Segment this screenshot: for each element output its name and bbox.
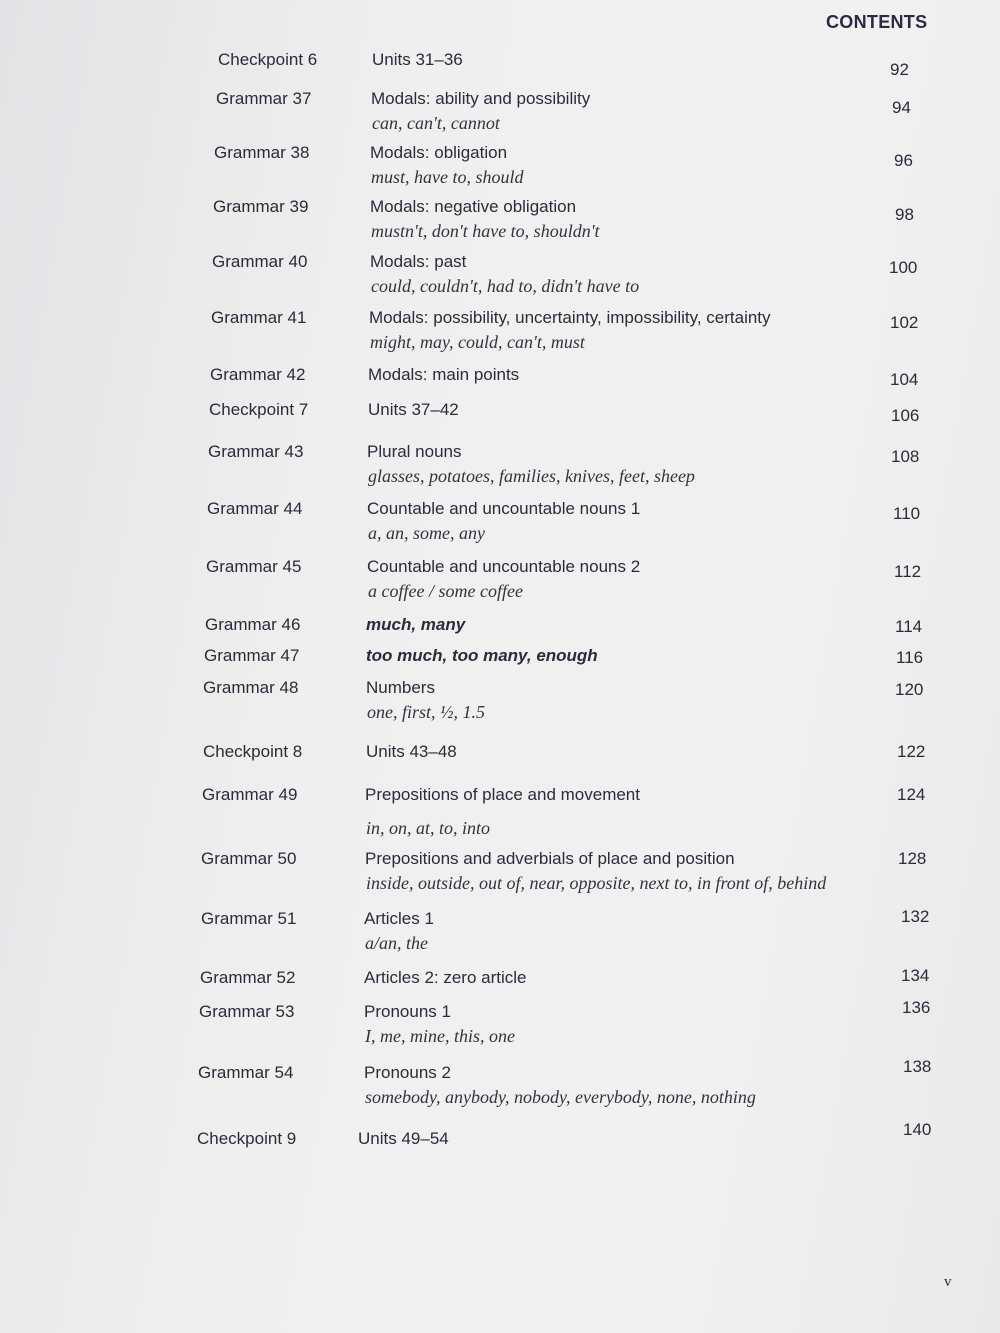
entry-label: Grammar 46 xyxy=(205,615,301,634)
entry-title: Countable and uncountable nouns 1 xyxy=(367,499,641,518)
toc-entry xyxy=(0,678,1000,738)
entry-examples: must, have to, should xyxy=(371,167,524,187)
entry-page: 106 xyxy=(891,406,920,425)
entry-label: Grammar 48 xyxy=(203,678,299,697)
entry-label: Checkpoint 9 xyxy=(197,1129,297,1148)
entry-label: Checkpoint 6 xyxy=(218,50,318,69)
entry-examples: somebody, anybody, nobody, everybody, none, nothing xyxy=(365,1087,756,1107)
entry-page: 94 xyxy=(892,98,911,117)
entry-title: Articles 2: zero article xyxy=(364,968,527,987)
toc-entry xyxy=(0,785,1000,845)
toc-entry xyxy=(0,909,1000,969)
entry-page: 134 xyxy=(901,966,930,985)
entry-examples: I, me, mine, this, one xyxy=(365,1026,515,1046)
entry-label: Grammar 37 xyxy=(216,89,312,108)
toc-entry xyxy=(0,1120,1000,1189)
entry-label: Grammar 53 xyxy=(199,1002,295,1021)
entry-title: Articles 1 xyxy=(364,909,434,928)
entry-label: Checkpoint 8 xyxy=(203,742,303,761)
entry-examples: can, can't, cannot xyxy=(372,113,500,133)
toc-entry xyxy=(0,252,1000,312)
entry-examples: a coffee / some coffee xyxy=(368,581,523,601)
entry-label: Grammar 52 xyxy=(200,968,296,987)
entry-page: 138 xyxy=(903,1057,932,1076)
toc-entry xyxy=(0,1057,1000,1123)
entry-label: Grammar 44 xyxy=(207,499,303,518)
entry-label: Grammar 45 xyxy=(206,557,302,576)
entry-label: Grammar 51 xyxy=(201,909,297,928)
entry-title: Prepositions and adverbials of place and position xyxy=(365,849,735,868)
entry-label: Grammar 41 xyxy=(211,308,307,327)
entry-page: 120 xyxy=(895,680,924,699)
entry-page: 132 xyxy=(901,907,930,926)
entry-title: Numbers xyxy=(366,678,435,697)
entry-label: Grammar 38 xyxy=(214,143,310,162)
entry-examples: could, couldn't, had to, didn't have to xyxy=(371,276,640,296)
entry-title: Modals: possibility, uncertainty, impossibility, certainty xyxy=(369,308,771,327)
toc-entry xyxy=(0,557,1000,617)
entry-examples: in, on, at, to, into xyxy=(366,818,491,838)
entry-label: Checkpoint 7 xyxy=(209,400,309,419)
entry-title: Modals: ability and possibility xyxy=(371,89,591,108)
entry-page: 96 xyxy=(894,151,913,170)
entry-page: 108 xyxy=(891,447,920,466)
entry-page: 124 xyxy=(897,785,926,804)
entry-title: too much, too many, enough xyxy=(366,646,598,665)
toc-entry xyxy=(0,89,1000,149)
entry-title: Units 43–48 xyxy=(366,742,457,761)
entry-label: Grammar 54 xyxy=(198,1063,294,1082)
entry-title: Units 49–54 xyxy=(358,1129,449,1148)
entry-page: 92 xyxy=(890,60,909,79)
entry-label: Grammar 42 xyxy=(210,365,306,384)
entry-label: Grammar 43 xyxy=(208,442,304,461)
entry-title: Modals: negative obligation xyxy=(370,197,577,216)
toc-entry xyxy=(0,499,1000,559)
toc-entry xyxy=(0,998,1000,1062)
entry-title: Pronouns 2 xyxy=(364,1063,451,1082)
entry-examples: might, may, could, can't, must xyxy=(370,332,585,352)
entry-page: 136 xyxy=(902,998,931,1017)
entry-title: Plural nouns xyxy=(367,442,462,461)
entry-title: Pronouns 1 xyxy=(364,1002,451,1021)
entry-label: Grammar 49 xyxy=(202,785,298,804)
entry-page: 128 xyxy=(898,849,927,868)
entry-title: Modals: main points xyxy=(368,365,520,384)
entry-page: 114 xyxy=(895,617,923,636)
entry-page: 110 xyxy=(893,504,921,523)
entry-label: Grammar 40 xyxy=(212,252,308,271)
entry-examples: mustn't, don't have to, shouldn't xyxy=(371,221,600,241)
entry-examples: glasses, potatoes, families, knives, feet, sheep xyxy=(368,466,695,486)
entry-title: Units 37–42 xyxy=(368,400,459,419)
entry-page: 116 xyxy=(896,648,924,667)
entry-examples: inside, outside, out of, near, opposite, next to, in front of, behind xyxy=(366,873,827,893)
toc-entry xyxy=(0,308,1000,368)
toc-entry xyxy=(0,849,1000,909)
toc-entry xyxy=(0,442,1000,502)
entry-title: Countable and uncountable nouns 2 xyxy=(367,557,641,576)
entry-label: Grammar 47 xyxy=(204,646,300,665)
entry-title: Prepositions of place and movement xyxy=(365,785,640,804)
entry-page: 102 xyxy=(890,313,919,332)
entry-page: 100 xyxy=(889,258,918,277)
entry-page: 140 xyxy=(903,1120,932,1139)
entry-page: 112 xyxy=(894,562,922,581)
entry-page: 104 xyxy=(890,370,919,389)
entry-title: Units 31–36 xyxy=(372,50,463,69)
toc-entry xyxy=(0,143,1000,203)
contents-heading: CONTENTS xyxy=(826,12,928,32)
page-number: v xyxy=(944,1274,952,1290)
entry-label: Grammar 50 xyxy=(201,849,297,868)
toc-entry xyxy=(0,197,1000,257)
entry-examples: a/an, the xyxy=(365,933,428,953)
entry-label: Grammar 39 xyxy=(213,197,309,216)
entry-examples: one, first, ½, 1.5 xyxy=(367,702,486,722)
entry-title: Modals: past xyxy=(370,252,467,271)
entry-title: Modals: obligation xyxy=(370,143,508,162)
entry-page: 98 xyxy=(895,205,914,224)
entry-examples: a, an, some, any xyxy=(368,523,485,543)
entry-page: 122 xyxy=(897,742,926,761)
entry-title: much, many xyxy=(366,615,466,634)
